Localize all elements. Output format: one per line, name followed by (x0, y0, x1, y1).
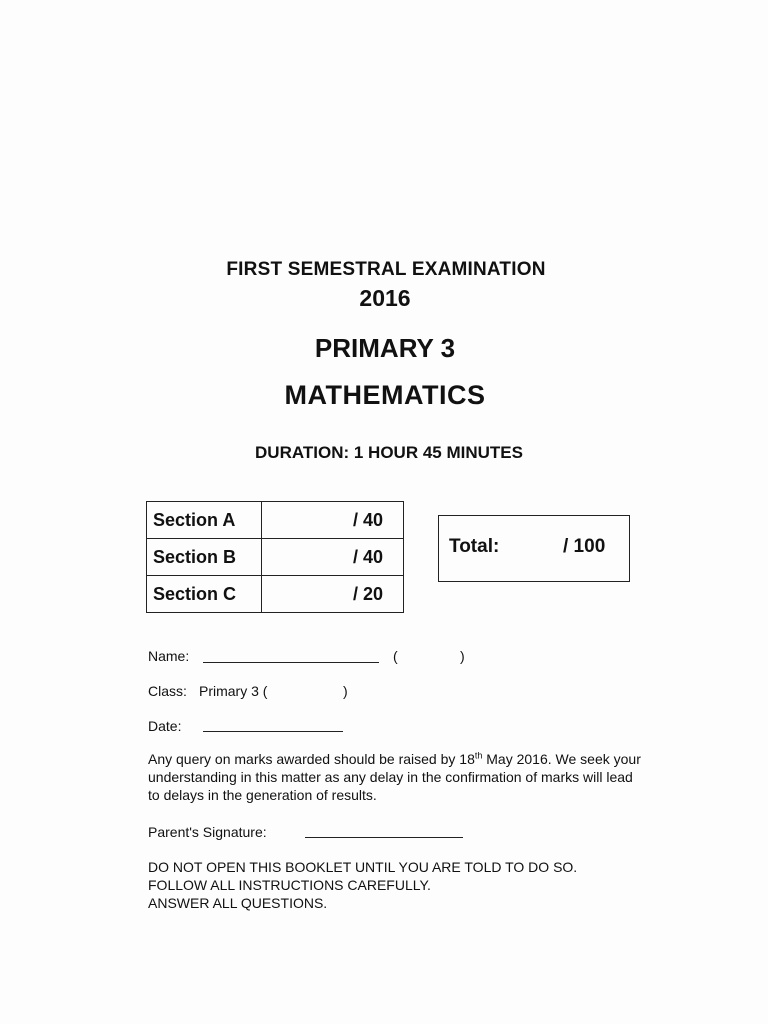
instruction-line: DO NOT OPEN THIS BOOKLET UNTIL YOU ARE TOLD TO DO SO. (148, 859, 578, 875)
notice-text-before: Any query on marks awarded should be raised by 18 (148, 751, 475, 767)
table-row (147, 502, 404, 539)
exam-duration: DURATION: 1 HOUR 45 MINUTES (255, 443, 523, 462)
section-name: Section A (147, 502, 262, 539)
notice-superscript: th (474, 750, 483, 761)
notice-text-after: May 2016. We seek your understanding in this matter as any delay in the confirmation of marks will lead to delays in the generation of results. (148, 751, 641, 803)
signature-label: Parent's Signature: (148, 824, 267, 840)
grade-level: PRIMARY 3 (314, 333, 456, 363)
exam-title: FIRST SEMESTRAL EXAMINATION (226, 259, 546, 280)
section-name: Section C (147, 576, 262, 613)
total-label: Total: (449, 536, 500, 557)
index-close-paren: ) (460, 648, 465, 664)
class-label: Class: (148, 683, 187, 699)
table-row (147, 576, 404, 613)
name-label: Name: (148, 648, 190, 664)
section-marks-table (146, 501, 404, 613)
name-input-line[interactable] (203, 662, 379, 663)
marks-query-notice (148, 750, 644, 804)
section-score: / 40 (262, 539, 404, 576)
instruction-line: ANSWER ALL QUESTIONS. (148, 895, 328, 911)
section-score: / 20 (262, 576, 404, 613)
section-name: Section B (147, 539, 262, 576)
total-value: / 100 (563, 536, 606, 557)
index-open-paren: ( (393, 648, 398, 664)
exam-instructions (148, 858, 668, 912)
class-close-paren: ) (343, 683, 348, 699)
table-row (147, 539, 404, 576)
instruction-line: FOLLOW ALL INSTRUCTIONS CAREFULLY. (148, 877, 431, 893)
total-score-box (438, 515, 630, 582)
class-value: Primary 3 ( (199, 683, 268, 699)
signature-input-line[interactable] (305, 837, 463, 838)
date-label: Date: (148, 718, 182, 734)
exam-year: 2016 (359, 285, 411, 311)
section-score: / 40 (262, 502, 404, 539)
date-input-line[interactable] (203, 731, 343, 732)
subject-title: MATHEMATICS (284, 380, 486, 410)
